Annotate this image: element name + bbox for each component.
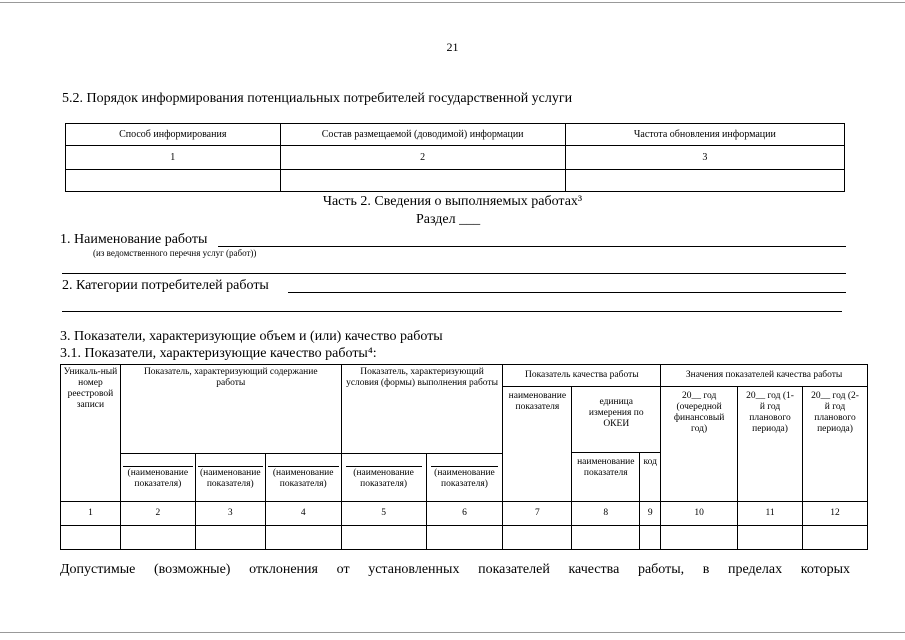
content-sub-1: [120, 454, 195, 502]
info-number-cell: 3: [565, 146, 844, 170]
header-year-3: 20__ год (2-й год планового периода): [802, 387, 867, 502]
work-name-line: [218, 246, 846, 247]
empty-cell: [802, 526, 867, 550]
consumers-line: [288, 292, 846, 293]
header-unit-okei: единица измерения по ОКЕИ: [572, 387, 661, 453]
column-number: 5: [341, 502, 426, 526]
column-number: 8: [572, 502, 640, 526]
content-sub-3-text: (наименование показателя): [268, 466, 339, 490]
bottom-text: Допустимые (возможные) отклонения от установленных показателей качества работы, в пределах которых: [60, 562, 850, 577]
header-conditions-indicator: [341, 365, 503, 454]
content-sub-2: [195, 454, 265, 502]
header-year-1: 20__ год (очередной финансовый год): [661, 387, 738, 502]
column-number: 10: [661, 502, 738, 526]
empty-cell: [195, 526, 265, 550]
info-number-cell: 1: [66, 146, 281, 170]
content-sub-3: [265, 454, 341, 502]
header-unit-name: наименование показателя: [572, 453, 640, 502]
column-number: 12: [802, 502, 867, 526]
header-content-indicator: [120, 365, 341, 454]
empty-cell: [426, 526, 503, 550]
info-empty-cell: [280, 170, 565, 192]
column-number: 2: [120, 502, 195, 526]
empty-cell: [738, 526, 803, 550]
header-year-2: 20__ год (1-й год планового периода): [738, 387, 803, 502]
column-number: 4: [265, 502, 341, 526]
info-empty-cell: [565, 170, 844, 192]
header-quality-indicator: Показатель качества работы: [503, 365, 661, 387]
column-number: 6: [426, 502, 503, 526]
info-header-frequency: Частота обновления информации: [565, 124, 844, 146]
consumers-line-2: [62, 311, 842, 312]
info-empty-cell: [66, 170, 281, 192]
work-name-note: (из ведомственного перечня услуг (работ)): [93, 248, 257, 258]
empty-cell: [503, 526, 572, 550]
section-5-2-title: 5.2. Порядок информирования потенциальных потребителей государственной услуги: [62, 91, 573, 106]
scan-edge-top: [0, 2, 905, 3]
column-number: 7: [503, 502, 572, 526]
column-number: 11: [738, 502, 803, 526]
work-name-label: 1. Наименование работы: [60, 232, 208, 247]
info-table: [65, 123, 845, 192]
condition-sub-1-text: (наименование показателя): [346, 466, 422, 490]
empty-cell: [265, 526, 341, 550]
scan-edge-bottom: [0, 632, 905, 633]
empty-cell: [572, 526, 640, 550]
column-number: 1: [61, 502, 121, 526]
page-number: 21: [446, 40, 459, 54]
condition-sub-2: [426, 454, 503, 502]
razdel-label: Раздел ___: [416, 212, 481, 227]
header-conditions-text: Показатель, характеризующий условия (формы) выполнения работы: [346, 367, 498, 388]
consumers-label: 2. Категории потребителей работы: [62, 278, 269, 293]
empty-cell: [640, 526, 661, 550]
info-header-method: Способ информирования: [66, 124, 281, 146]
quality-table: [60, 364, 868, 550]
empty-cell: [61, 526, 121, 550]
condition-sub-2-text: (наименование показателя): [431, 466, 499, 490]
column-number: 9: [640, 502, 661, 526]
header-registry-number: Уникаль-ный номер реестровой записи: [61, 365, 121, 502]
header-unit-code: код: [640, 453, 661, 502]
content-sub-1-text: (наименование показателя): [123, 466, 193, 490]
header-indicator-name: наименование показателя: [503, 387, 572, 502]
column-number: 3: [195, 502, 265, 526]
quality-title: 3.1. Показатели, характеризующие качество работы⁴:: [60, 346, 377, 361]
part2-title: Часть 2. Сведения о выполняемых работах³: [322, 194, 583, 209]
empty-cell: [120, 526, 195, 550]
content-sub-2-text: (наименование показателя): [198, 466, 263, 490]
header-content-text: Показатель, характеризующий содержание работы: [143, 367, 318, 388]
empty-cell: [341, 526, 426, 550]
info-header-content: Состав размещаемой (доводимой) информации: [280, 124, 565, 146]
indicators-title: 3. Показатели, характеризующие объем и (или) качество работы: [60, 329, 443, 344]
header-quality-values: Значения показателей качества работы: [661, 365, 868, 387]
work-name-line-2: [62, 273, 846, 274]
info-number-cell: 2: [280, 146, 565, 170]
empty-cell: [661, 526, 738, 550]
condition-sub-1: [341, 454, 426, 502]
